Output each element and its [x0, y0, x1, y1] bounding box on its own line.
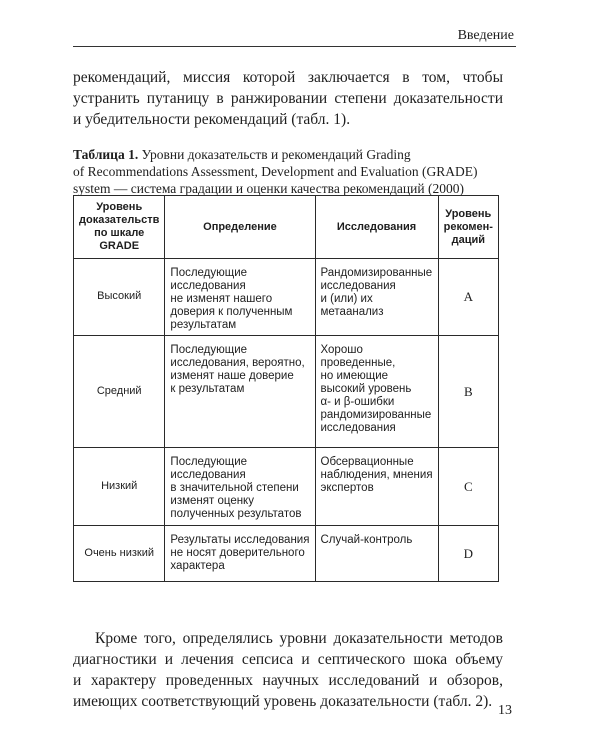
header-rule — [73, 46, 516, 47]
cell-recommendation: A — [438, 259, 498, 336]
cell-research: Случай-контроль — [315, 526, 438, 582]
cell-recommendation: B — [438, 336, 498, 448]
caption-text: of Recommendations Assessment, Development and Evaluation (GRADE) — [73, 164, 478, 179]
page-number: 13 — [498, 703, 512, 718]
header-definition: Определение — [165, 196, 315, 259]
table-row — [74, 526, 499, 582]
outro-line: диагностики и лечения сепсиса и септического шока объему — [73, 651, 503, 668]
intro-line: и убедительности рекомендаций (табл. 1). — [73, 111, 351, 128]
table-row — [74, 448, 499, 526]
cell-research: Хорошо проведенные, но имеющие высокий уровень α- и β-ошибки рандомизированные исследования — [315, 336, 438, 448]
cell-recommendation: D — [438, 526, 498, 582]
table-row — [74, 336, 499, 448]
cell-level: Очень низкий — [74, 526, 165, 582]
cell-level: Низкий — [74, 448, 165, 526]
intro-line: рекомендаций, миссия которой заключается в том, чтобы — [73, 69, 503, 86]
intro-paragraph — [73, 67, 503, 130]
intro-line: устранить путаницу в ранжировании степени доказательности — [73, 90, 503, 107]
table-header-row — [74, 196, 499, 259]
caption-text: Уровни доказательств и рекомендаций Grading — [138, 147, 411, 162]
cell-recommendation: C — [438, 448, 498, 526]
running-header: Введение — [457, 28, 514, 43]
header-recommendation: Уровень рекомен- даций — [438, 196, 498, 259]
grade-table — [73, 195, 499, 582]
cell-definition: Последующие исследования не изменят нашего доверия к полученным результатам — [165, 259, 315, 336]
outro-line: и характеру проведенных научных исследований и обзоров, — [73, 672, 503, 689]
header-level: Уровень доказательств по шкале GRADE — [74, 196, 165, 259]
cell-definition: Последующие исследования, вероятно, изменят наше доверие к результатам — [165, 336, 315, 448]
cell-definition: Последующие исследования в значительной степени изменят оценку полученных результатов — [165, 448, 315, 526]
header-research: Исследования — [315, 196, 438, 259]
cell-research: Рандомизированные исследования и (или) их метаанализ — [315, 259, 438, 336]
cell-definition: Результаты исследования не носят доверительного характера — [165, 526, 315, 582]
cell-level: Высокий — [74, 259, 165, 336]
outro-line: Кроме того, определялись уровни доказательности методов — [95, 630, 503, 647]
table-caption — [73, 146, 503, 197]
table-row — [74, 259, 499, 336]
outro-paragraph — [73, 628, 503, 712]
caption-text: system — система градации и оценки качества рекомендаций (2000) — [73, 181, 464, 196]
cell-research: Обсервационные наблюдения, мнения экспертов — [315, 448, 438, 526]
outro-line: имеющих соответствующий уровень доказательности (табл. 2). — [73, 693, 493, 710]
cell-level: Средний — [74, 336, 165, 448]
caption-label: Таблица 1. — [73, 147, 139, 162]
